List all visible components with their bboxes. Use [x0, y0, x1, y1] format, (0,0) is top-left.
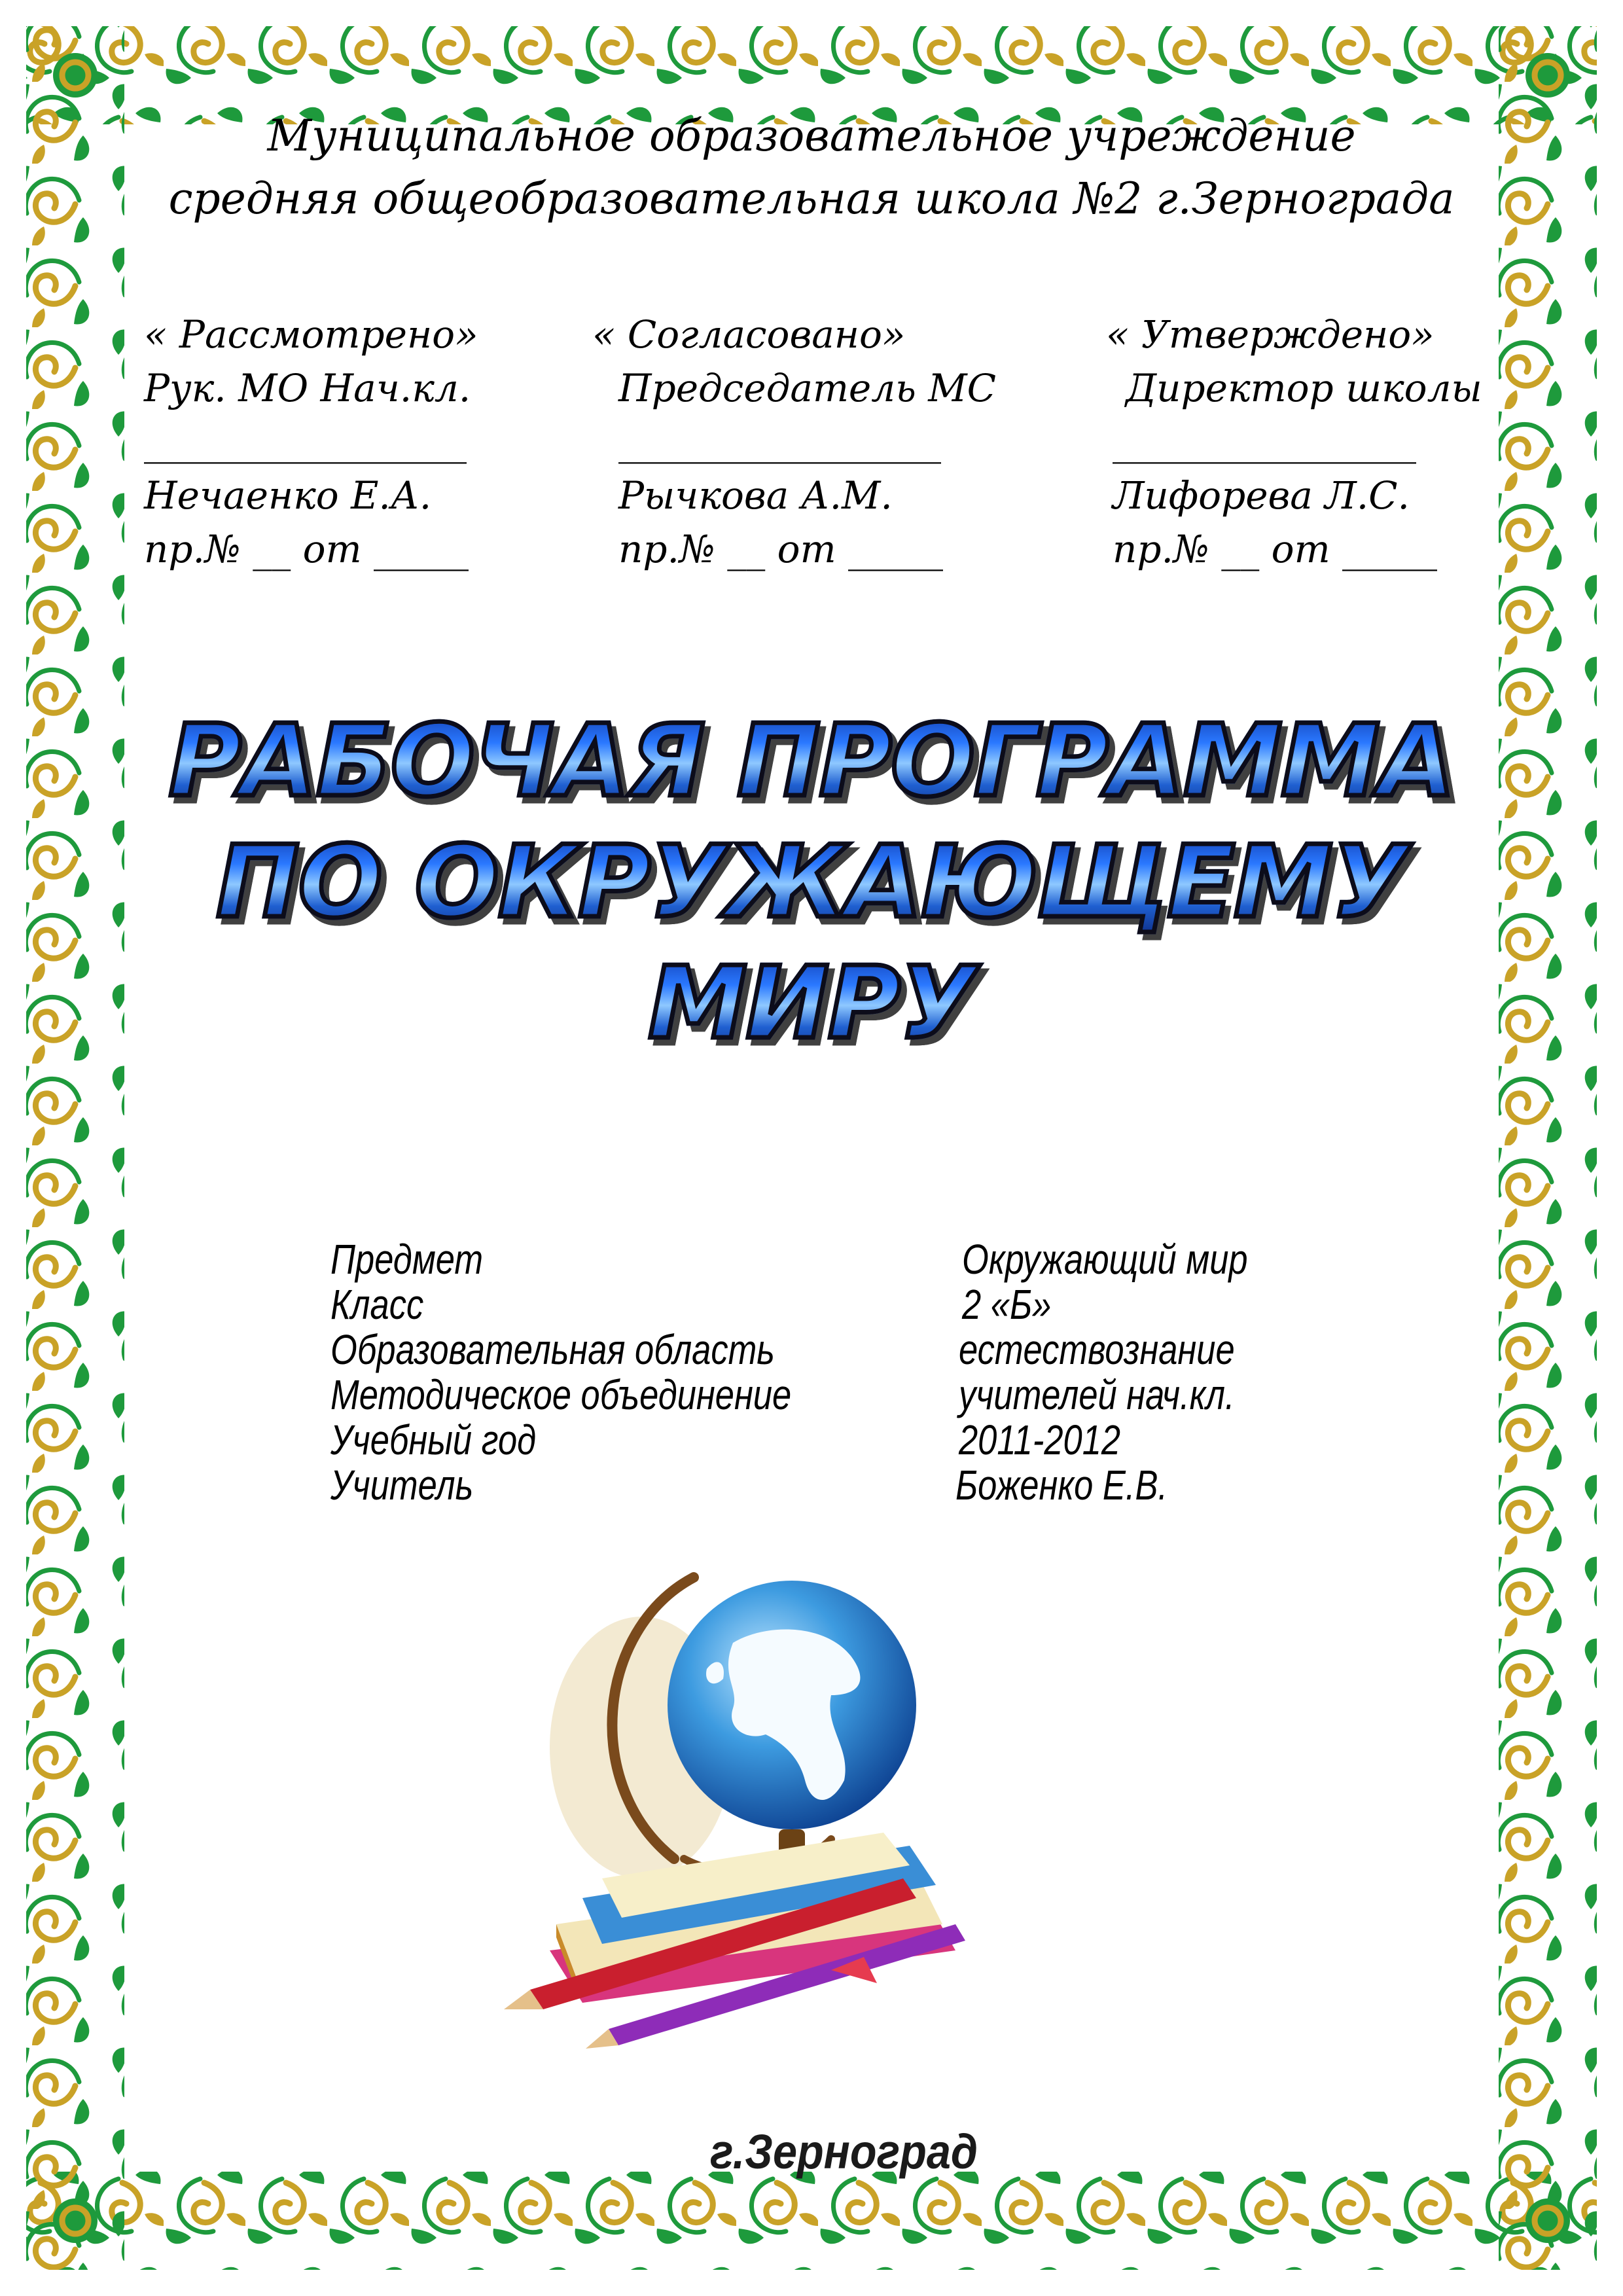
approval-order: пр.№ __ от _____	[1113, 527, 1438, 571]
info-row-year	[330, 1418, 1378, 1463]
program-info	[330, 1237, 1378, 1508]
approval-title: « Согласовано»	[592, 312, 906, 357]
approval-role: Рук. МО Нач.кл.	[144, 366, 471, 410]
signature-line: ________________	[1113, 420, 1416, 464]
info-label: Класс	[330, 1281, 424, 1328]
approval-title: « Утверждено»	[1106, 312, 1435, 357]
signature-line: _________________	[144, 420, 467, 464]
header-line-1: Муниципальное образовательное учреждение	[267, 111, 1356, 161]
approval-order: пр.№ __ от _____	[144, 527, 469, 571]
info-value: учителей нач.кл.	[959, 1371, 1235, 1418]
info-label: Предмет	[330, 1236, 484, 1283]
info-row-association	[330, 1372, 1378, 1418]
info-row-class	[330, 1282, 1378, 1327]
approval-block	[0, 308, 1623, 596]
title-line-2: ПО ОКРУЖАЮЩЕМУ	[131, 821, 1492, 942]
approval-agreed	[592, 308, 996, 576]
approval-name: Лифорева Л.С.	[1113, 473, 1410, 518]
signature-line: _________________	[618, 420, 941, 464]
title-line-3: МИРУ	[131, 942, 1492, 1064]
info-label: Учебный год	[330, 1416, 537, 1463]
city-name: г.Зерноград	[710, 2125, 978, 2179]
approval-role: Директор школы	[1126, 366, 1482, 410]
approval-reviewed	[144, 308, 478, 576]
approval-approved	[1106, 308, 1482, 576]
header-line-2: средняя общеобразовательная школа №2 г.Зернограда	[168, 173, 1455, 224]
document-title	[131, 700, 1492, 1064]
info-value: Боженко Е.В.	[955, 1462, 1168, 1509]
info-value: 2 «Б»	[962, 1281, 1052, 1328]
info-row-area	[330, 1327, 1378, 1372]
approval-order: пр.№ __ от _____	[618, 527, 944, 571]
info-row-subject	[330, 1237, 1378, 1282]
title-line-1: РАБОЧАЯ ПРОГРАММА	[131, 700, 1492, 821]
info-value: Окружающий мир	[962, 1236, 1248, 1283]
info-label: Образовательная область	[330, 1326, 775, 1373]
approval-name: Нечаенко Е.А.	[144, 473, 432, 518]
globe-on-books-icon	[458, 1532, 1073, 2094]
school-header	[131, 105, 1492, 230]
info-value: 2011-2012	[959, 1416, 1121, 1463]
info-label: Методическое объединение	[330, 1371, 792, 1418]
info-value: естествознание	[959, 1326, 1235, 1373]
approval-role: Председатель МС	[618, 366, 996, 410]
info-label: Учитель	[330, 1462, 474, 1509]
approval-title: « Рассмотрено»	[144, 312, 478, 357]
approval-name: Рычкова А.М.	[618, 473, 893, 518]
info-row-teacher	[330, 1463, 1378, 1508]
